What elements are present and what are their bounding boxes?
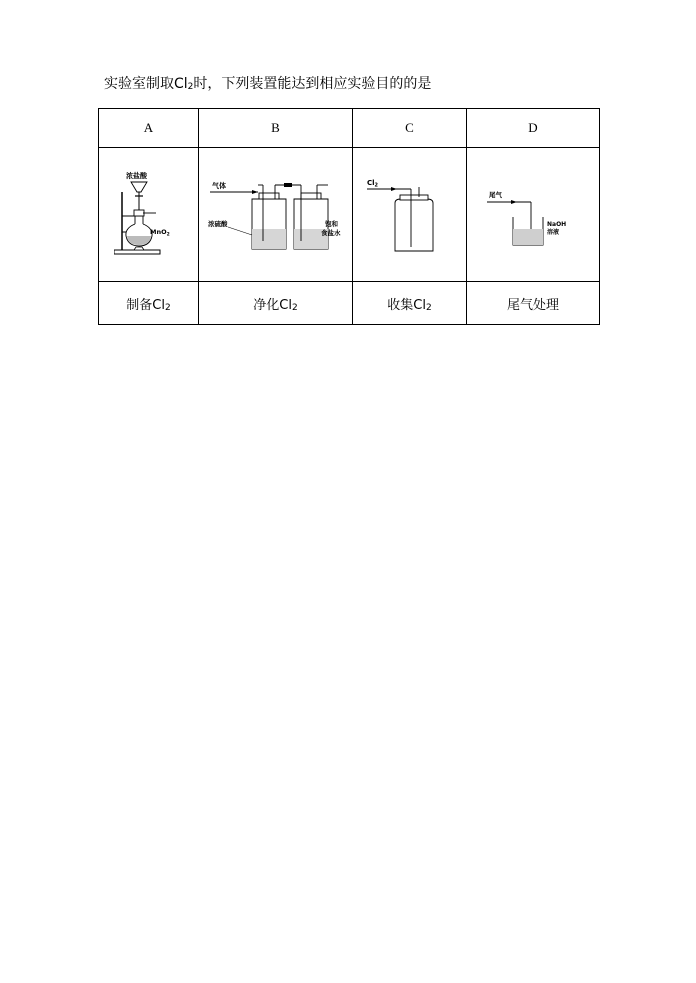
option-d-figure-cell [467, 148, 600, 282]
option-a-letter: A [99, 109, 199, 148]
option-c-caption: 收集Cl2 [353, 282, 467, 325]
option-a-caption: 制备Cl2 [99, 282, 199, 325]
label-saturated: 饱和 [324, 219, 338, 228]
label-cl2: $Cl_2$ [366, 178, 378, 188]
option-b-caption: 净化Cl2 [199, 282, 353, 325]
options-table [98, 108, 600, 325]
option-d-caption: 尾气处理 [467, 282, 600, 325]
label-tail-gas: 尾气 [489, 190, 502, 199]
apparatus-b-purification [206, 175, 346, 255]
option-b-figure-cell [199, 148, 353, 282]
option-a-figure-cell [99, 148, 199, 282]
apparatus-a-preparation [114, 170, 184, 260]
question-prefix: 实验室制取Cl [104, 76, 188, 92]
label-naoh: NaOH [547, 220, 567, 228]
option-b-letter: B [199, 109, 353, 148]
option-d-letter: D [467, 109, 600, 148]
option-c-figure-cell [353, 148, 467, 282]
options-caption-row [99, 282, 600, 325]
question-suffix: 时，下列装置能达到相应实验目的的是 [193, 76, 432, 92]
options-header-row [99, 109, 600, 148]
question-subscript: 2 [187, 82, 194, 92]
label-gas: 气体 [211, 181, 226, 190]
label-solution: 溶液 [547, 228, 560, 236]
apparatus-d-tail-gas [483, 175, 583, 255]
label-conc-hcl: 浓盐酸 [125, 171, 147, 180]
apparatus-c-collection [365, 175, 455, 255]
options-figure-row [99, 148, 600, 282]
label-mno2: MnO$_2$ [149, 227, 170, 237]
option-c-letter: C [353, 109, 467, 148]
label-brine: 食盐水 [320, 228, 340, 237]
question-stem [104, 74, 431, 97]
label-conc-h2so4: 浓硫酸 [207, 219, 227, 228]
